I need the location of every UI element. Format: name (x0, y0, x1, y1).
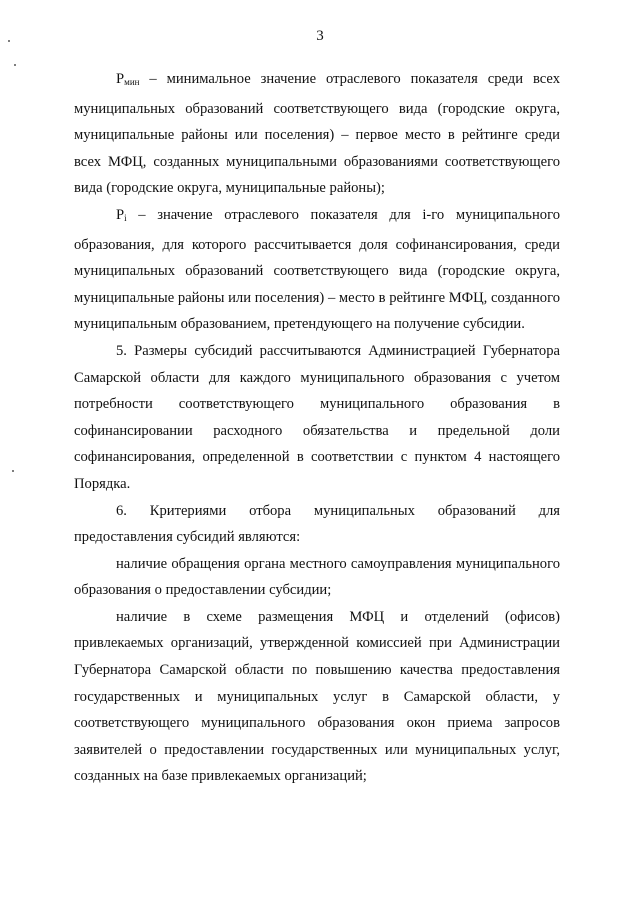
scan-speck (14, 64, 16, 66)
paragraph-criterion-2: наличие в схеме размещения МФЦ и отделений (офисов) привлекаемых организаций, утвержденной комиссией при Администрации Губернатора Самарской области по повышению качества предоставления государственных и муниципальных услуг в Самарской области, у соответствующего муниципального образования окон приема запросов заявителей о предоставлении государственных или муниципальных услуг, созданных на базе привлекаемых организаций; (74, 608, 560, 785)
subscript-min: мин (124, 77, 140, 87)
paragraph-item-6: 6. Критериями отбора муниципальных образований для предоставления субсидий являются: (74, 502, 560, 546)
p-min-definition: – минимальное значение отраслевого показателя среди всех муниципальных образований соответствующего вида (городские округа, муниципальные районы или поселения) – первое место в рейтинге среди всех МФЦ, созданных муниципальными образованиями соответствующего вида (городские округа, муниципальные районы); (74, 71, 560, 197)
subscript-i: i (124, 212, 127, 223)
symbol-p-min: P (116, 71, 125, 87)
paragraph-p-min (74, 66, 560, 202)
paragraph-item-5: 5. Размеры субсидий рассчитываются Администрацией Губернатора Самарской области для каждого муниципального образования с учетом потребности соответствующего муниципального образования в софинансировании расходного обязательства и предельной доли софинансирования, определенной в соответствии с пунктом 4 настоящего Порядка. (74, 342, 560, 492)
p-i-definition: – значение отраслевого показателя для i-го муниципального образования, для которого рассчитывается доля софинансирования, среди муниципальных образований соответствующего вида (городские округа, муниципальные районы или поселения) – место в рейтинге МФЦ, созданного муниципальным образованием, претендующего на получение субсидии. (74, 206, 560, 333)
page-number: 3 (316, 28, 324, 44)
paragraph-p-i (74, 202, 560, 338)
symbol-p-i: P (116, 206, 125, 223)
scan-speck (12, 470, 14, 472)
document-body (74, 66, 560, 790)
paragraph-criterion-1: наличие обращения органа местного самоуправления муниципального образования о предоставлении субсидии; (74, 555, 560, 599)
